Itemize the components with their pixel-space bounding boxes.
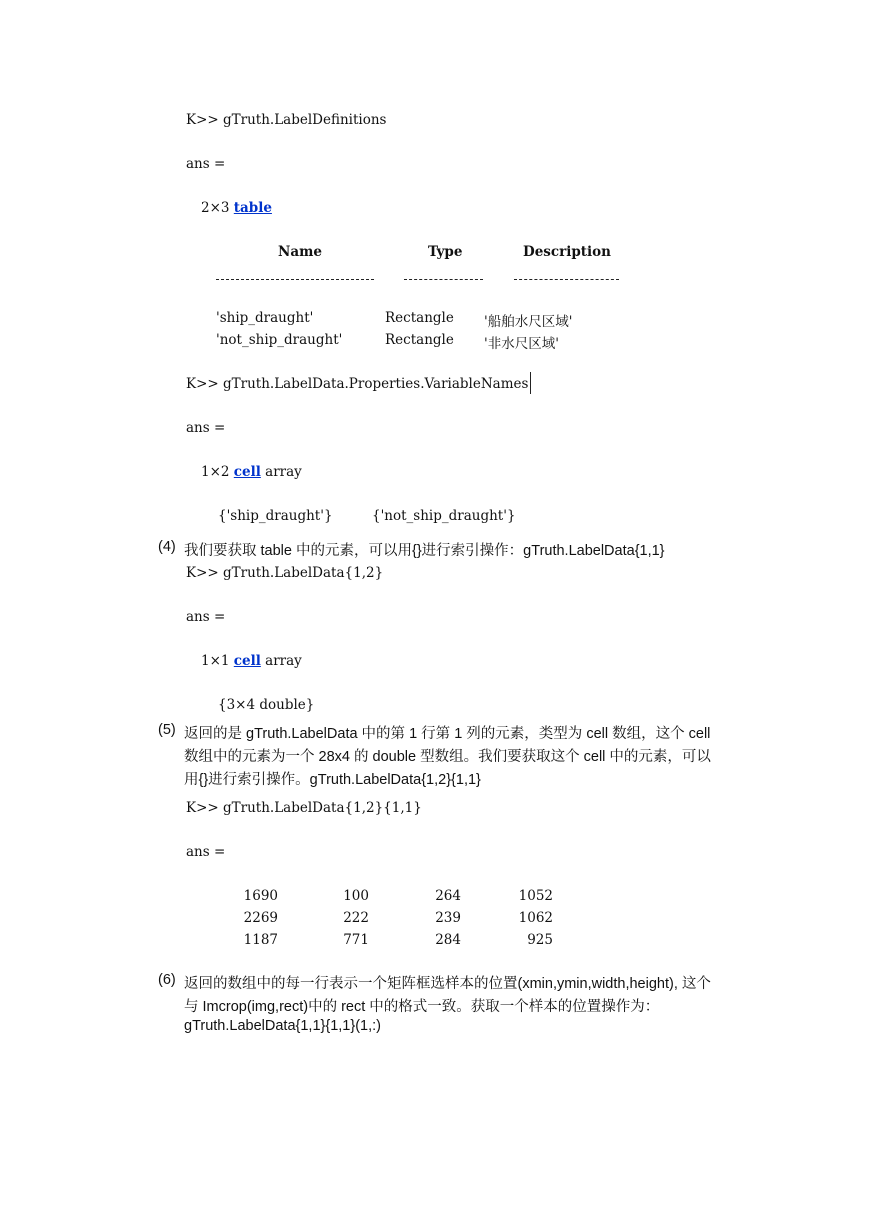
cell-link-1[interactable]: cell [233, 464, 261, 480]
matrix-cell-r1-c1: 1690 [243, 888, 278, 904]
matrix-cell-r3-c4: 925 [527, 932, 553, 948]
matrix-cell-r3-c1: 1187 [243, 932, 278, 948]
ans-label-2: ans = [186, 420, 226, 436]
ans-label-1: ans = [186, 156, 226, 172]
matrix-cell-r2-c2: 222 [343, 910, 369, 926]
cell-value-ship-draught: {'ship_draught'} [218, 508, 333, 524]
header-type: Type [428, 244, 463, 260]
ans-label-4: ans = [186, 844, 226, 860]
matrix-cell-r3-c2: 771 [343, 932, 369, 948]
command-variable-names: K>> gTruth.LabelData.Properties.VariableNames [186, 376, 529, 392]
matrix-cell-r2-c3: 239 [435, 910, 461, 926]
paragraph-4-line-1: 我们要获取 table 中的元素，可以用{}进行索引操作：gTruth.LabelData{1,1} [184, 543, 665, 559]
table-dims-line [201, 200, 272, 216]
header-name: Name [278, 244, 322, 260]
paragraph-6-marker: (6) [158, 972, 176, 988]
paragraph-6-line-2: 与 Imcrop(img,rect)中的 rect 中的格式一致。获取一个样本的位置操作为： [184, 999, 660, 1015]
cell-value-not-ship-draught: {'not_ship_draught'} [372, 508, 516, 524]
paragraph-5-line-1: 返回的是 gTruth.LabelData 中的第 1 行第 1 列的元素，类型为 cell 数组，这个 cell [184, 726, 711, 742]
matrix-cell-r1-c3: 264 [435, 888, 461, 904]
paragraph-5-line-3: 用{}进行索引操作。gTruth.LabelData{1,2}{1,1} [184, 772, 481, 788]
paragraph-5-marker: (5) [158, 722, 176, 738]
matrix-cell-r2-c1: 2269 [243, 910, 278, 926]
array-word-1: array [265, 464, 302, 480]
cell-dims-line-1 [201, 464, 302, 480]
command-labeldata-1-2-1-1: K>> gTruth.LabelData{1,2}{1,1} [186, 800, 422, 816]
cell-link-2[interactable]: cell [233, 653, 261, 669]
header-underline-name [216, 279, 374, 280]
cell-value-double: {3×4 double} [218, 697, 315, 713]
cell-dims-line-2 [201, 653, 302, 669]
row2-type: Rectangle [385, 332, 454, 348]
paragraph-6-line-1: 返回的数组中的每一行表示一个矩阵框选样本的位置(xmin,ymin,width,height), 这个 [184, 976, 711, 992]
command-label-definitions: K>> gTruth.LabelDefinitions [186, 112, 387, 128]
cell-dims-1: 1×2 [201, 464, 230, 480]
table-link[interactable]: table [233, 200, 272, 216]
text-cursor [530, 372, 531, 394]
header-underline-type [404, 279, 483, 280]
paragraph-4-marker: (4) [158, 539, 176, 555]
row1-type: Rectangle [385, 310, 454, 326]
row1-description: '船舶水尺区域' [484, 314, 573, 330]
matrix-cell-r1-c2: 100 [343, 888, 369, 904]
row2-name: 'not_ship_draught' [216, 332, 343, 348]
paragraph-5-line-2: 数组中的元素为一个 28x4 的 double 型数组。我们要获取这个 cell 中的元素，可以 [184, 749, 711, 765]
command-labeldata-1-2: K>> gTruth.LabelData{1,2} [186, 565, 384, 581]
paragraph-6-line-3: gTruth.LabelData{1,1}{1,1}(1,:) [184, 1018, 381, 1034]
cell-dims-2: 1×1 [201, 653, 230, 669]
row2-description: '非水尺区域' [484, 336, 559, 352]
ans-label-3: ans = [186, 609, 226, 625]
matrix-cell-r1-c4: 1052 [518, 888, 553, 904]
header-description: Description [523, 244, 611, 260]
table-dims: 2×3 [201, 200, 230, 216]
array-word-2: array [265, 653, 302, 669]
matrix-cell-r2-c4: 1062 [518, 910, 553, 926]
matrix-cell-r3-c3: 284 [435, 932, 461, 948]
row1-name: 'ship_draught' [216, 310, 314, 326]
header-underline-description [514, 279, 619, 280]
